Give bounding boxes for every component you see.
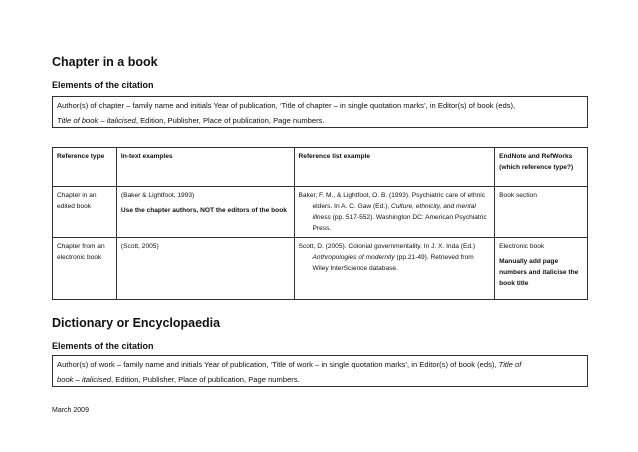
table-row [53, 187, 588, 238]
in-text-note: Use the chapter authors, NOT the editors of the book [120, 207, 287, 214]
section-subtitle-elements: Elements of the citation [52, 80, 154, 90]
cell-reference-list [294, 238, 495, 300]
citation-format-italic: Title of book – italicised [57, 116, 136, 125]
endnote-type: Electronic book [499, 243, 545, 250]
header-reference-type: Reference type [53, 148, 117, 187]
reference-entry [299, 241, 491, 274]
citation-format-italic: Title of [498, 360, 522, 369]
section-title-chapter-in-a-book: Chapter in a book [52, 55, 158, 69]
reference-italic-title: Culture, ethnicity, and mental illness [312, 203, 476, 221]
endnote-note: Manually add page numbers and italicise the book title [499, 258, 579, 287]
cell-reference-type: Chapter in an edited book [53, 187, 117, 238]
citation-format-line2 [57, 372, 583, 387]
cell-endnote [495, 238, 588, 300]
citation-format-rest: , Edition, Publisher, Place of publication, Page numbers. [135, 116, 325, 125]
reference-text-end: (pp. 517-552). Washington DC: American Psychiatric Press. [312, 214, 487, 232]
reference-entry [299, 190, 491, 234]
reference-text: Baker, F. M., & Lightfoot, O. B. (1993). Psychiatric care of ethnic elders. In A. C. Gaw (Ed.), [298, 192, 486, 210]
reference-italic-title: Anthropologies of modernity [312, 254, 395, 261]
cell-endnote [495, 187, 588, 238]
endnote-type: Book section [499, 192, 537, 199]
footer-date: March 2009 [52, 407, 89, 414]
table-header-row [53, 148, 588, 187]
citation-format-italic: book – italicised [57, 375, 112, 384]
cell-reference-list [294, 187, 495, 238]
citation-format-rest: , Edition, Publisher, Place of publication, Page numbers. [111, 375, 300, 384]
citation-format-text: Author(s) of work – family name and initials Year of publication, ‘Title of work – in single quotation marks’, in Editor(s) of book (eds), [57, 360, 499, 369]
citation-format-line2 [57, 113, 583, 128]
cell-reference-type: Chapter from an electronic book [53, 238, 117, 300]
citation-format-line1: Author(s) of chapter – family name and initials Year of publication, ‘Title of chapter – in single quotation marks’, in Editor(s) of book (eds), [57, 101, 516, 110]
header-in-text-examples: In-text examples [116, 148, 294, 187]
table-row [53, 238, 588, 300]
citation-format-box [52, 355, 588, 387]
cell-in-text [116, 238, 294, 300]
reference-text-end: (pp.21-49). Retrieved from Wiley InterScience database. [312, 254, 474, 272]
cell-in-text [116, 187, 294, 238]
header-reference-list-example: Reference list example [294, 148, 495, 187]
header-endnote-refworks: EndNote and RefWorks (which reference type?) [495, 148, 588, 187]
citation-format-line1 [57, 357, 583, 372]
reference-table [52, 147, 588, 300]
in-text-example: (Baker & Lightfoot, 1993) [120, 192, 195, 199]
section-subtitle-elements: Elements of the citation [52, 341, 154, 351]
citation-format-box [52, 96, 588, 128]
reference-text: Scott, D. (2005). Colonial governmentality. In J. X. Inda (Ed.) [298, 243, 476, 250]
section-title-dictionary: Dictionary or Encyclopaedia [52, 316, 221, 330]
in-text-example: (Scott, 2005) [120, 243, 159, 250]
